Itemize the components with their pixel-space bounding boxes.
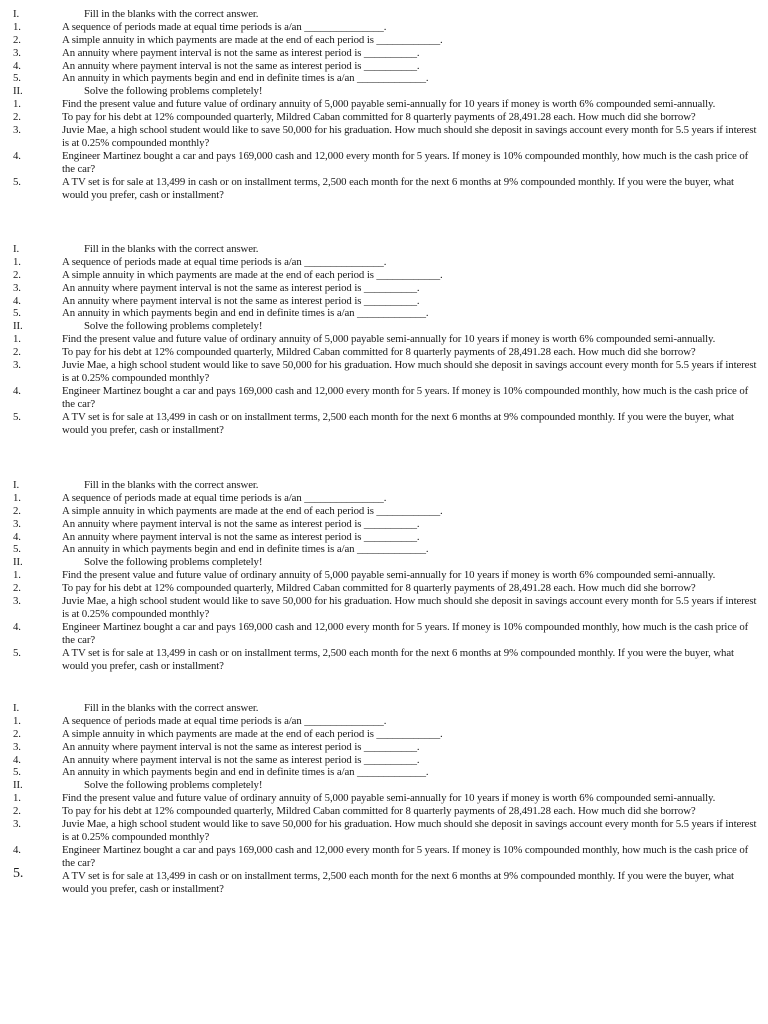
part-instruction: Fill in the blanks with the correct answer. <box>84 479 259 491</box>
item-number: 5. <box>13 72 21 85</box>
blank-item <box>0 269 768 282</box>
part-numeral: II. <box>13 556 23 569</box>
item-number: 2. <box>13 346 21 359</box>
part-numeral: II. <box>13 779 23 792</box>
problem-item <box>0 124 768 150</box>
item-text: Find the present value and future value of ordinary annuity of 5,000 payable semi-annually for 10 years if money is worth 6% compounded semi-annually. <box>62 333 716 346</box>
part-instruction: Solve the following problems completely! <box>84 320 263 333</box>
blank-item <box>0 34 768 47</box>
part-numeral: I. <box>13 243 20 255</box>
quiz-copy-2 <box>0 243 768 436</box>
problem-item <box>0 176 768 202</box>
item-text: Find the present value and future value of ordinary annuity of 5,000 payable semi-annually for 10 years if money is worth 6% compounded semi-annually. <box>62 98 716 111</box>
item-text: An annuity where payment interval is not the same as interest period is __________. <box>62 740 420 753</box>
item-number: 2. <box>13 268 21 281</box>
item-text: A TV set is for sale at 13,499 in cash or on installment terms, 2,500 each month for the next 6 months at 9% compounded monthly. If you were the buyer, what would you prefer, cash or installment? <box>62 646 734 672</box>
item-number: 3. <box>13 595 21 608</box>
item-text: To pay for his debt at 12% compounded quarterly, Mildred Caban committed for 8 quarterly payments of 28,491.28 each. How much did she borrow? <box>62 805 696 818</box>
item-text: A sequence of periods made at equal time periods is a/an _______________. <box>62 491 387 504</box>
item-number: 5. <box>13 307 21 320</box>
item-text: Juvie Mae, a high school student would like to save 50,000 for his graduation. How much should she deposit in savings account every month for 5.5 years if interest is at 0.25% compounded monthly? <box>62 359 757 384</box>
item-number: 2. <box>13 805 21 818</box>
item-number: 1. <box>13 98 21 111</box>
item-text: Juvie Mae, a high school student would like to save 50,000 for his graduation. How much should she deposit in savings account every month for 5.5 years if interest is at 0.25% compounded monthly? <box>62 124 757 149</box>
item-number: 4. <box>13 294 21 307</box>
item-number: 3. <box>13 740 21 753</box>
part-numeral: II. <box>13 85 23 98</box>
item-number: 3. <box>13 517 21 530</box>
quiz-copy-4 <box>0 702 768 895</box>
item-number: 2. <box>13 582 21 595</box>
quiz-copy-1 <box>0 8 768 201</box>
item-text: An annuity where payment interval is not the same as interest period is __________. <box>62 530 420 543</box>
blank-item <box>0 766 768 779</box>
item-text: An annuity where payment interval is not the same as interest period is __________. <box>62 59 420 72</box>
problem-item <box>0 792 768 805</box>
problem-item <box>0 595 768 621</box>
item-text: A sequence of periods made at equal time periods is a/an _______________. <box>62 255 387 268</box>
item-number: 1. <box>13 491 21 504</box>
item-number: 5. <box>13 865 24 881</box>
item-text: Juvie Mae, a high school student would like to save 50,000 for his graduation. How much should she deposit in savings account every month for 5.5 years if interest is at 0.25% compounded monthly? <box>62 818 757 843</box>
blank-item <box>0 531 768 544</box>
blank-item <box>0 505 768 518</box>
item-number: 5. <box>13 766 21 779</box>
blank-item <box>0 282 768 295</box>
problem-item <box>0 359 768 385</box>
item-number: 5. <box>13 175 21 188</box>
item-number: 5. <box>13 543 21 556</box>
item-number: 1. <box>13 20 21 33</box>
blank-item <box>0 60 768 73</box>
item-text: An annuity in which payments begin and end in definite times is a/an _____________. <box>62 72 429 85</box>
item-number: 3. <box>13 124 21 137</box>
item-number: 1. <box>13 714 21 727</box>
problem-item <box>0 411 768 437</box>
item-text: Engineer Martinez bought a car and pays 169,000 cash and 12,000 every month for 5 years. If money is 10% compounded monthly, how much is the cash price of the car? <box>62 384 749 410</box>
item-text: A simple annuity in which payments are made at the end of each period is ____________. <box>62 268 443 281</box>
problem-item <box>0 346 768 359</box>
item-text: Engineer Martinez bought a car and pays 169,000 cash and 12,000 every month for 5 years. If money is 10% compounded monthly, how much is the cash price of the car? <box>62 620 749 646</box>
item-text: Juvie Mae, a high school student would like to save 50,000 for his graduation. How much should she deposit in savings account every month for 5.5 years if interest is at 0.25% compounded monthly? <box>62 595 757 620</box>
item-text: An annuity where payment interval is not the same as interest period is __________. <box>62 281 420 294</box>
blank-item <box>0 307 768 320</box>
problem-item <box>0 98 768 111</box>
item-text: Find the present value and future value of ordinary annuity of 5,000 payable semi-annually for 10 years if money is worth 6% compounded semi-annually. <box>62 792 716 805</box>
problem-item <box>0 569 768 582</box>
blank-item <box>0 492 768 505</box>
item-number: 3. <box>13 359 21 372</box>
blank-item <box>0 21 768 34</box>
item-number: 2. <box>13 33 21 46</box>
item-number: 1. <box>13 333 21 346</box>
part-numeral: I. <box>13 702 20 714</box>
item-text: A sequence of periods made at equal time periods is a/an _______________. <box>62 20 387 33</box>
item-text: An annuity where payment interval is not the same as interest period is __________. <box>62 517 420 530</box>
item-number: 4. <box>13 149 21 162</box>
blank-item <box>0 47 768 60</box>
problem-item <box>0 621 768 647</box>
item-text: To pay for his debt at 12% compounded quarterly, Mildred Caban committed for 8 quarterly payments of 28,491.28 each. How much did she borrow? <box>62 346 696 359</box>
item-number: 5. <box>13 646 21 659</box>
item-number: 3. <box>13 46 21 59</box>
item-text: Engineer Martinez bought a car and pays 169,000 cash and 12,000 every month for 5 years. If money is 10% compounded monthly, how much is the cash price of the car? <box>62 843 749 869</box>
part-two-heading <box>0 85 768 98</box>
part-two-heading <box>0 556 768 569</box>
part-instruction: Solve the following problems completely! <box>84 556 263 569</box>
item-text: Find the present value and future value of ordinary annuity of 5,000 payable semi-annually for 10 years if money is worth 6% compounded semi-annually. <box>62 569 716 582</box>
part-numeral: I. <box>13 479 20 491</box>
problem-item <box>0 385 768 411</box>
item-number: 2. <box>13 504 21 517</box>
part-one-heading <box>0 243 768 256</box>
part-instruction: Solve the following problems completely! <box>84 779 263 792</box>
problem-item <box>0 805 768 818</box>
quiz-copy-3 <box>0 479 768 672</box>
item-text: To pay for his debt at 12% compounded quarterly, Mildred Caban committed for 8 quarterly payments of 28,491.28 each. How much did she borrow? <box>62 111 696 124</box>
item-number: 1. <box>13 569 21 582</box>
item-number: 5. <box>13 410 21 423</box>
item-number: 2. <box>13 111 21 124</box>
part-instruction: Fill in the blanks with the correct answer. <box>84 243 259 255</box>
problem-item <box>0 865 768 896</box>
item-number: 4. <box>13 843 21 856</box>
item-number: 4. <box>13 530 21 543</box>
item-number: 4. <box>13 384 21 397</box>
part-two-heading <box>0 779 768 792</box>
blank-item <box>0 728 768 741</box>
item-number: 4. <box>13 59 21 72</box>
blank-item <box>0 741 768 754</box>
part-instruction: Fill in the blanks with the correct answer. <box>84 702 259 714</box>
part-one-heading <box>0 8 768 21</box>
item-number: 2. <box>13 727 21 740</box>
problem-item <box>0 844 768 870</box>
part-numeral: I. <box>13 8 20 20</box>
part-numeral: II. <box>13 320 23 333</box>
item-text: An annuity in which payments begin and end in definite times is a/an _____________. <box>62 307 429 320</box>
item-text: A simple annuity in which payments are made at the end of each period is ____________. <box>62 33 443 46</box>
item-text: A TV set is for sale at 13,499 in cash or on installment terms, 2,500 each month for the next 6 months at 9% compounded monthly. If you were the buyer, what would you prefer, cash or installment? <box>62 869 734 895</box>
item-text: An annuity in which payments begin and end in definite times is a/an _____________. <box>62 543 429 556</box>
problem-item <box>0 647 768 673</box>
blank-item <box>0 543 768 556</box>
item-number: 4. <box>13 620 21 633</box>
blank-item <box>0 295 768 308</box>
part-instruction: Fill in the blanks with the correct answer. <box>84 8 259 20</box>
item-number: 3. <box>13 818 21 831</box>
blank-item <box>0 754 768 767</box>
item-number: 1. <box>13 792 21 805</box>
problem-item <box>0 582 768 595</box>
item-text: A TV set is for sale at 13,499 in cash or on installment terms, 2,500 each month for the next 6 months at 9% compounded monthly. If you were the buyer, what would you prefer, cash or installment? <box>62 410 734 436</box>
item-number: 3. <box>13 281 21 294</box>
item-text: Engineer Martinez bought a car and pays 169,000 cash and 12,000 every month for 5 years. If money is 10% compounded monthly, how much is the cash price of the car? <box>62 149 749 175</box>
item-text: An annuity in which payments begin and end in definite times is a/an _____________. <box>62 766 429 779</box>
part-instruction: Solve the following problems completely! <box>84 85 263 98</box>
part-two-heading <box>0 320 768 333</box>
blank-item <box>0 256 768 269</box>
problem-item <box>0 818 768 844</box>
item-text: A TV set is for sale at 13,499 in cash or on installment terms, 2,500 each month for the next 6 months at 9% compounded monthly. If you were the buyer, what would you prefer, cash or installment? <box>62 175 734 201</box>
item-text: A sequence of periods made at equal time periods is a/an _______________. <box>62 714 387 727</box>
item-number: 4. <box>13 753 21 766</box>
item-text: To pay for his debt at 12% compounded quarterly, Mildred Caban committed for 8 quarterly payments of 28,491.28 each. How much did she borrow? <box>62 582 696 595</box>
item-text: A simple annuity in which payments are made at the end of each period is ____________. <box>62 727 443 740</box>
item-text: An annuity where payment interval is not the same as interest period is __________. <box>62 753 420 766</box>
problem-item <box>0 111 768 124</box>
blank-item <box>0 72 768 85</box>
problem-item <box>0 333 768 346</box>
item-text: A simple annuity in which payments are made at the end of each period is ____________. <box>62 504 443 517</box>
blank-item <box>0 518 768 531</box>
blank-item <box>0 715 768 728</box>
item-text: An annuity where payment interval is not the same as interest period is __________. <box>62 46 420 59</box>
part-one-heading <box>0 479 768 492</box>
item-text: An annuity where payment interval is not the same as interest period is __________. <box>62 294 420 307</box>
part-one-heading <box>0 702 768 715</box>
problem-item <box>0 150 768 176</box>
item-number: 1. <box>13 255 21 268</box>
